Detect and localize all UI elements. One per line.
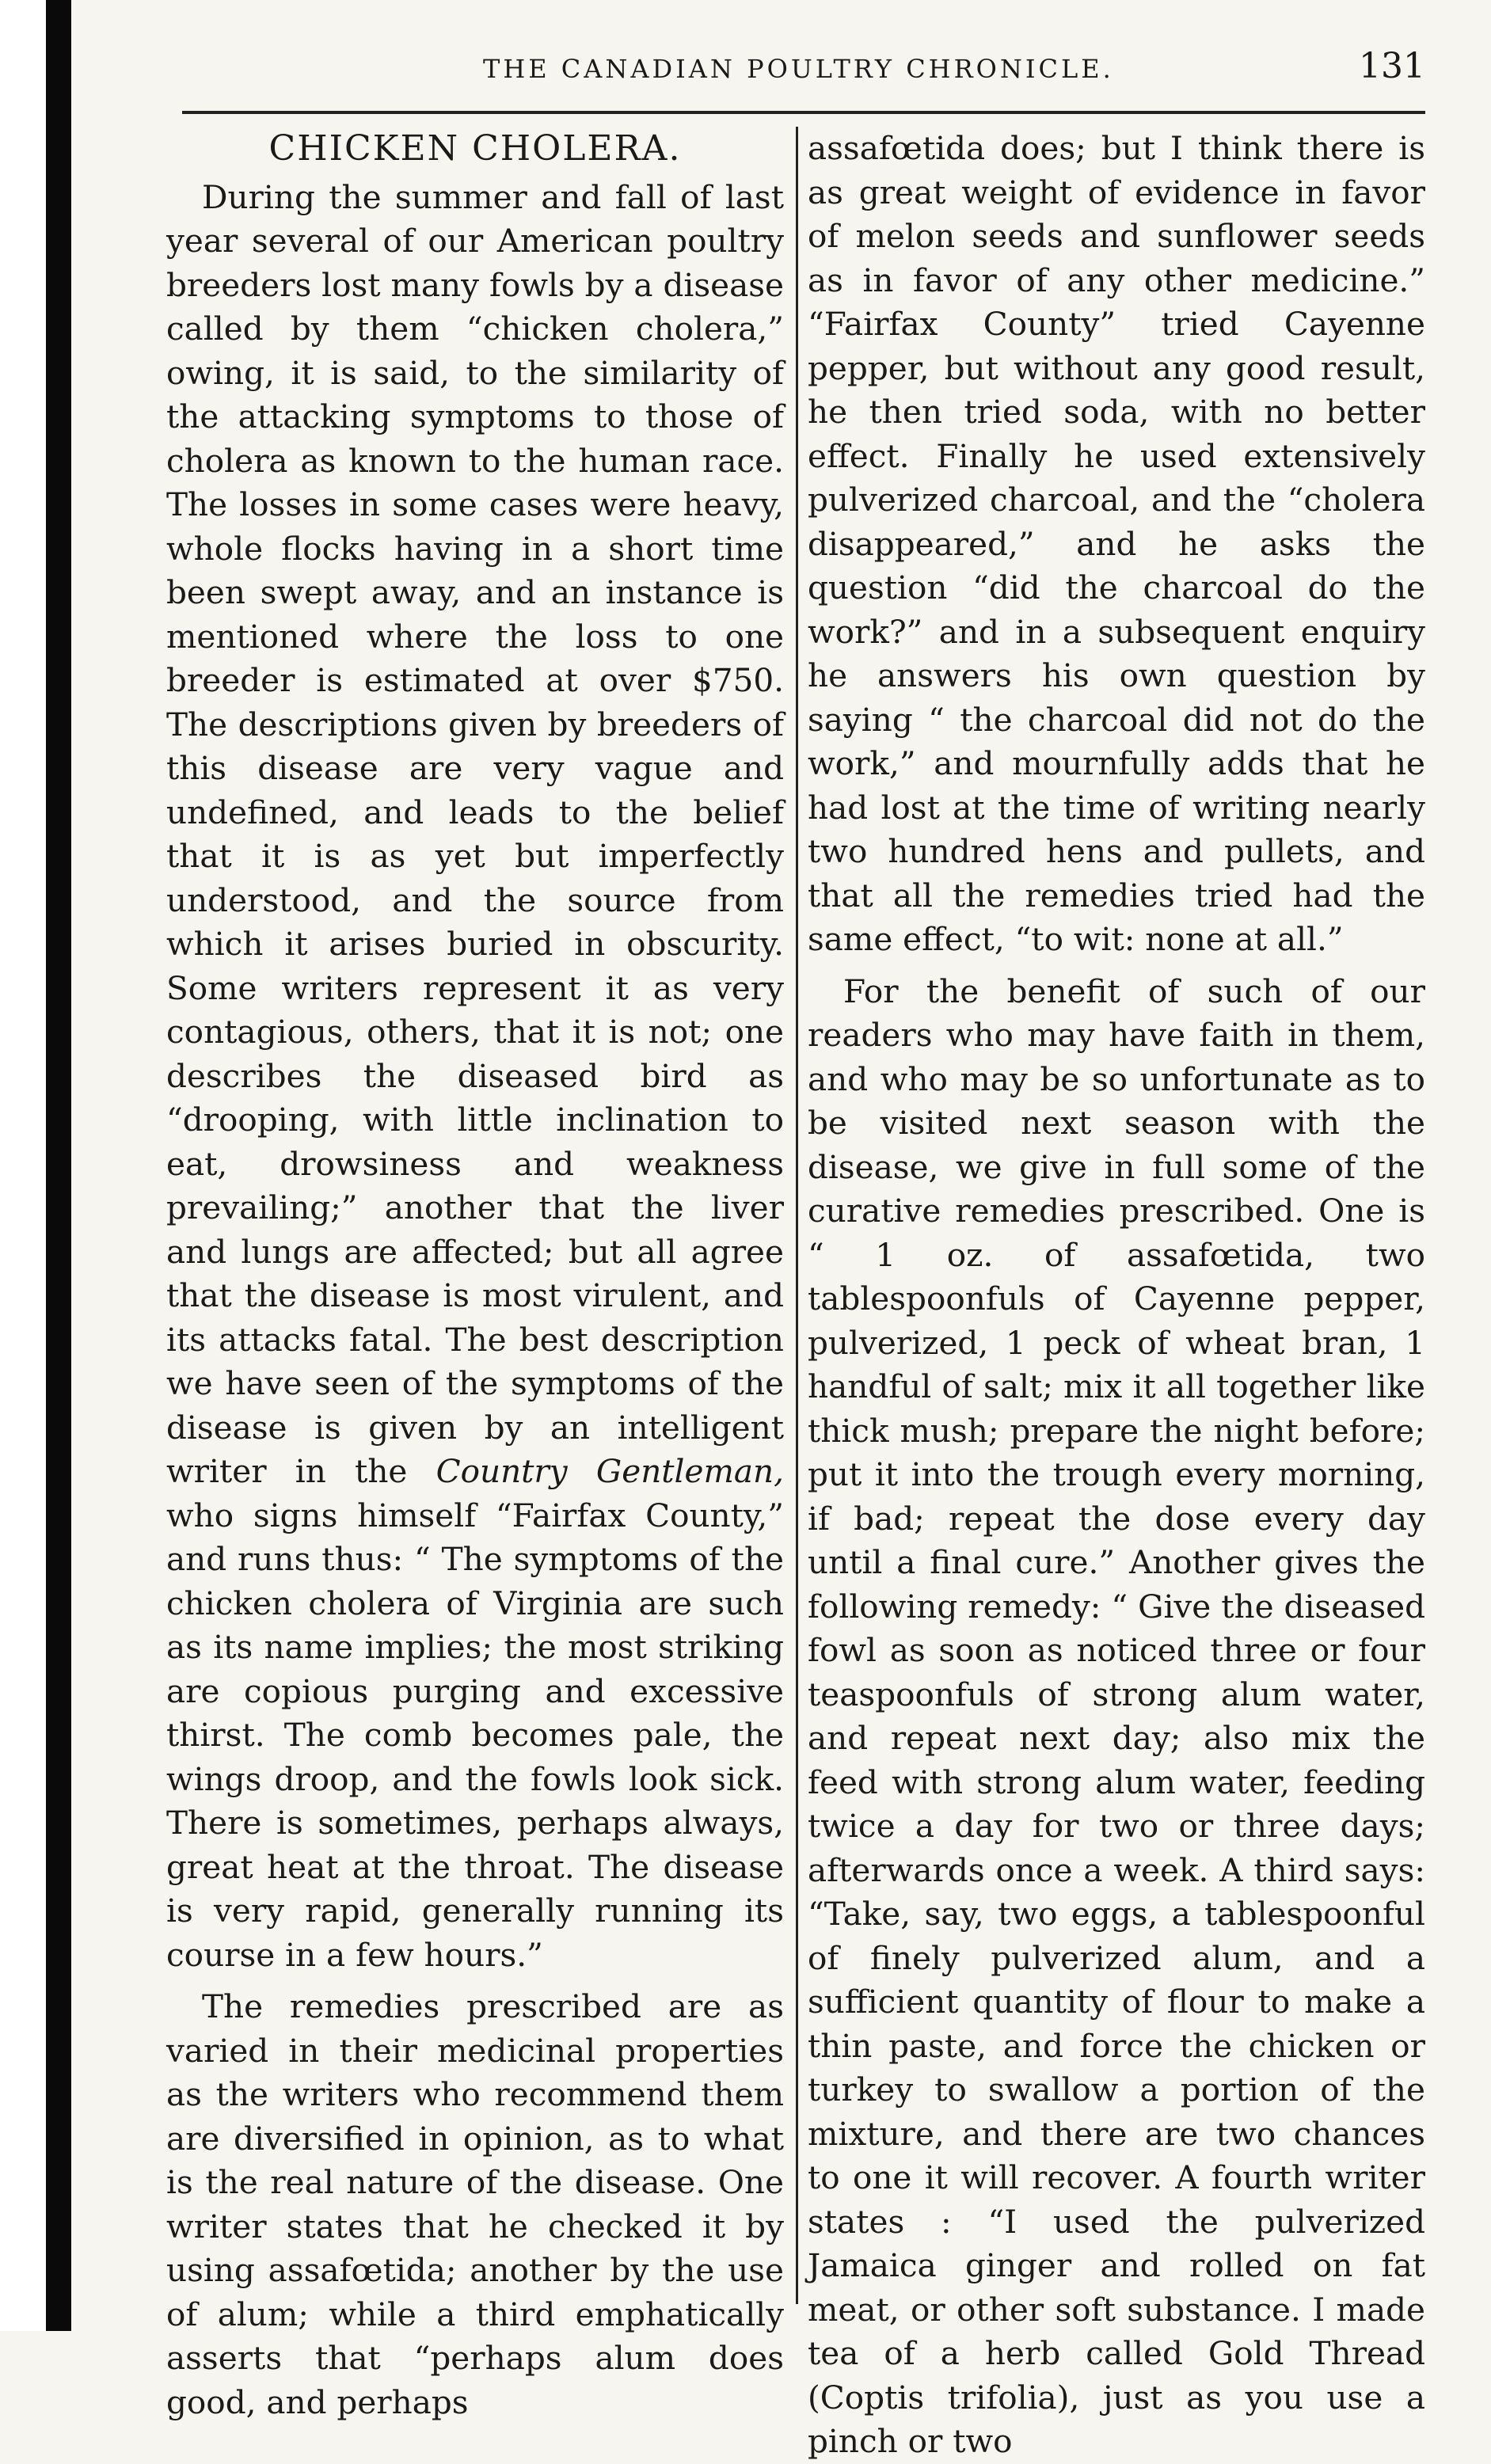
article-paragraph-2: The remedies prescribed are as varied in their medicinal properties as the writers who recommend them are diversified in opinion, as to what is the real nature of the disease. One writer states that he checked it by using assafœtida; another by the use of alum; while a third emphatically asserts that “perhaps alum does good, and perhaps [166,1987,784,2421]
article-heading: CHICKEN CHOLERA. [268,128,682,169]
column-divider [796,127,798,2304]
running-title: THE CANADIAN POULTRY CHRONICLE. [483,54,1114,84]
article-paragraph-2-continued: assafœtida does; but I think there is as great weight of evidence in favor of melon seeds and sunflower seeds as in favor of any other medicine.” “Fairfax County” tried Cayenne pepper, but without any good result, he then tried soda, with no better effect. Finally he used extensively pulverized charcoal, and the “cholera disappeared,” and he asks the question “did the charcoal do the work?” and in a subsequent enquiry he answers his own question by saying “ the charcoal did not do the work,” and mournfully adds that he had lost at the time of writing nearly two hundred hens and pullets, and that all the remedies tried had the same effect, “to wit: none at all.” [808,129,1425,958]
left-column [166,127,784,2424]
running-header [166,40,1425,111]
right-column [808,127,1425,2464]
country-gentleman-title: Country Gentleman, [436,1452,784,1490]
header-rule [182,111,1425,114]
paragraph-1-text: During the summer and fall of last year several of our American poultry breeders lost many fowls by a disease called by them “chicken cholera,” owing, it is said, to the similarity of the attacking symptoms to those of cholera as known to the human race. The losses in some cases were heavy, whole flocks having in a short time been swept away, and an instance is mentioned where the loss to one breeder is estimated at over $750. The descriptions given by breeders of this disease are very vague and undefined, and leads to the belief that it is as yet but imperfectly understood, and the source from which it arises buried in obscurity. Some writers represent it as very contagious, others, that it is not; one describes the diseased bird as “drooping, with little inclination to eat, drowsiness and weakness prevailing;” another that the liver and lungs are affected; but all agree that the disease is most virulent, and its attacks fatal. The best description we have seen of the symptoms of the disease is given by an intelligent writer in the [166,177,784,1490]
article-paragraph-3: For the benefit of such of our readers who may have faith in them, and who may be so unfortunate as to be visited next season with the disease, we give in full some of the curative remedies prescribed. One is “ 1 oz. of assafœtida, two tablespoonfuls of Cayenne pepper, pulverized, 1 peck of wheat bran, 1 handful of salt; mix it all together like thick mush; prepare the night before; put it into the trough every morning, if bad; repeat the dose every day until a final cure.” Another gives the following remedy: “ Give the diseased fowl as soon as noticed three or four teaspoonfuls of strong alum water, and repeat next day; also mix the feed with strong alum water, feeding twice a day for two or three days; afterwards once a week. A third says: “Take, say, two eggs, a tablespoonful of finely pulverized alum, and a sufficient quantity of flour to make a thin paste, and force the chicken or turkey to swallow a portion of the mixture, and there are two chances to one it will recover. A fourth writer states : “I used the pulverized Jamaica ginger and rolled on fat meat, or other soft substance. I made tea of a herb called Gold Thread (Coptis trifolia), just as you use a pinch or two [808,972,1425,2460]
paragraph-1-text-continued: who signs himself “Fairfax County,” and runs thus: “ The symptoms of the chicken cholera of Virginia are such as its name implies; the most striking are copious purging and excessive thirst. The comb becomes pale, the wings droop, and the fowls look sick. There is sometimes, perhaps always, great heat at the throat. The disease is very rapid, generally running its course in a few hours.” [166,1496,784,1974]
article-paragraph-1 [166,176,784,1978]
page-number: 131 [1359,46,1425,86]
page-binding-edge [0,0,71,2331]
book-page [166,40,1425,2460]
